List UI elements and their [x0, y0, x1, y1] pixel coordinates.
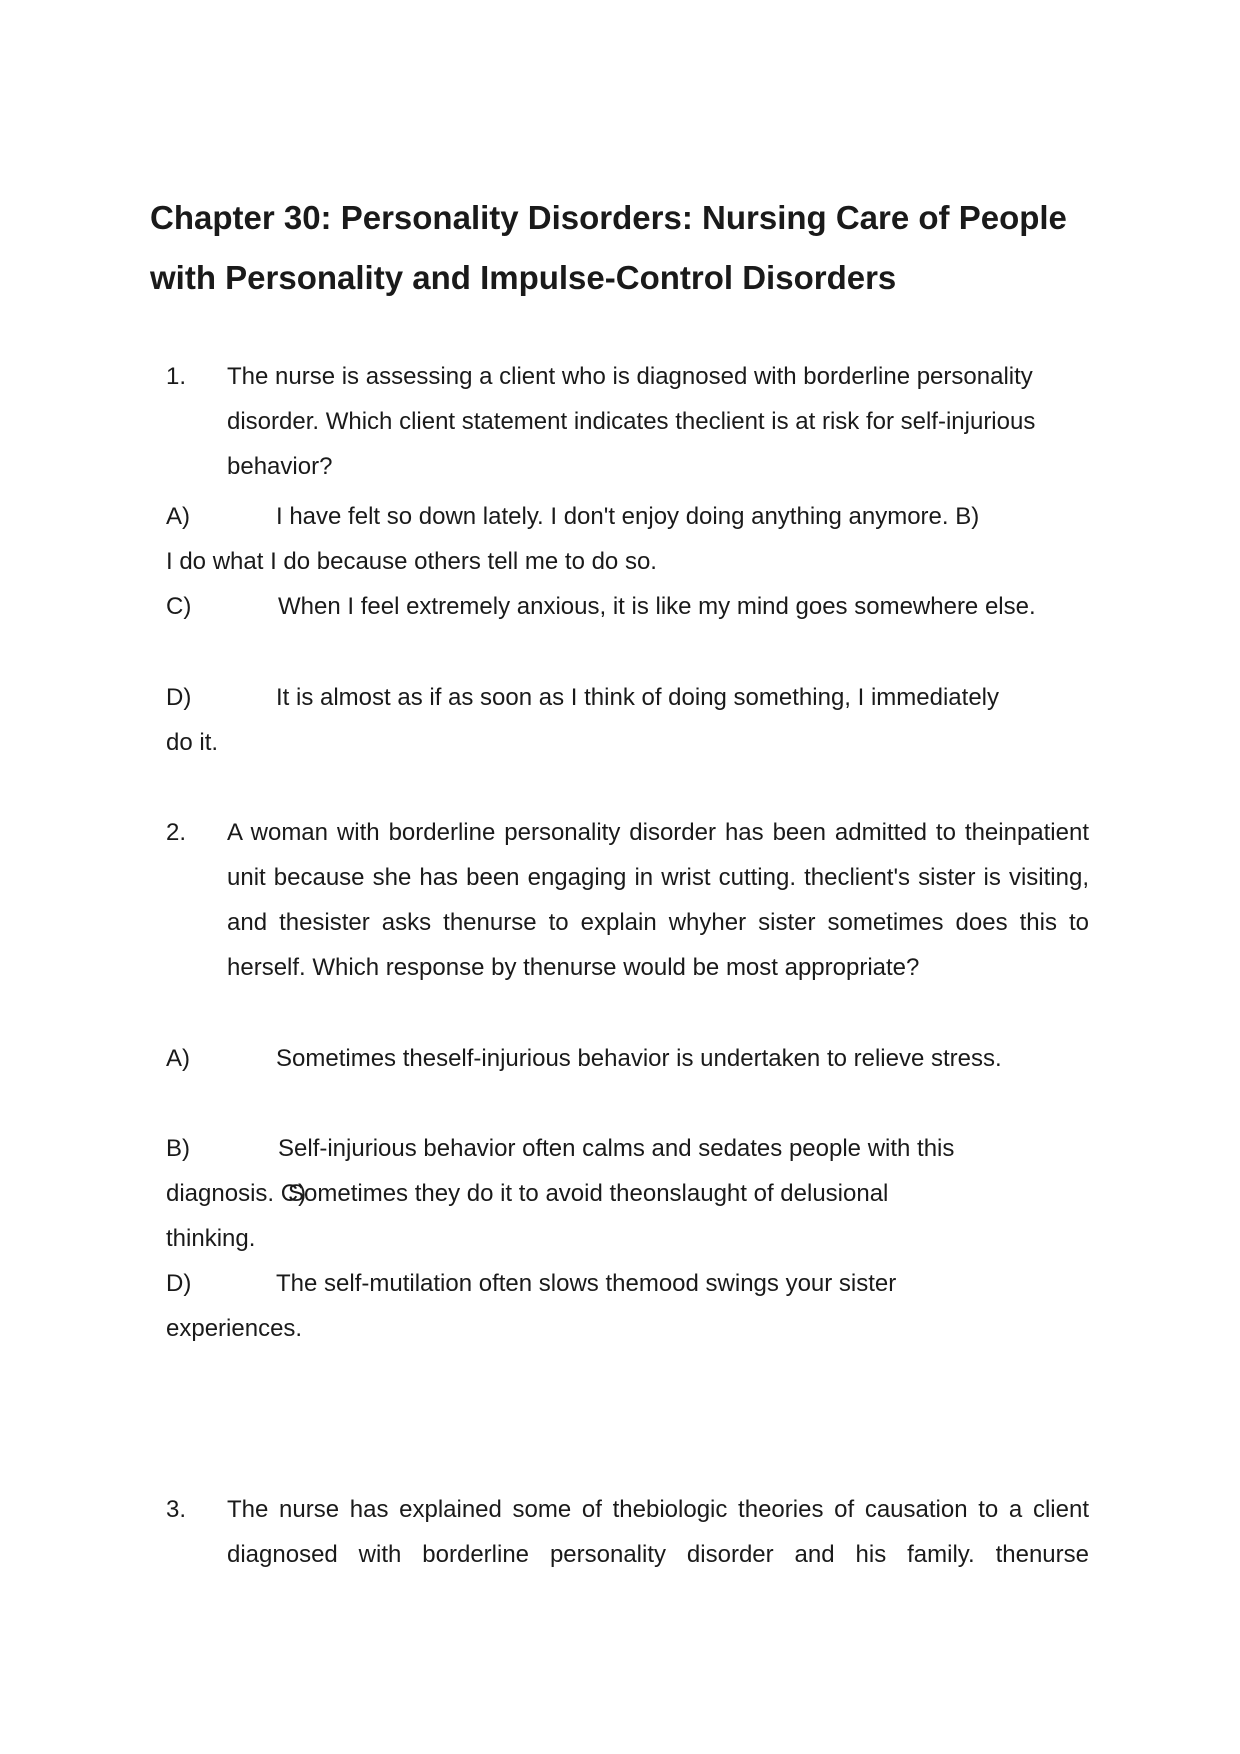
question-2-option-a [166, 1036, 1106, 1081]
question-2-option-d [166, 1261, 1106, 1306]
question-2-option-c [166, 1171, 888, 1216]
question-1-number: 1. [166, 363, 187, 390]
question-2-option-b [166, 1126, 1106, 1171]
question-2-number: 2. [166, 819, 187, 846]
chapter-title-line-2: with Personality and Impulse-Control Disorders [150, 259, 897, 296]
question-2-option-c-continued: thinking. [166, 1225, 256, 1252]
option-letter: A) [166, 503, 190, 530]
option-text: Sometimes they do it to avoid theonslaught of delusional [288, 1180, 889, 1207]
chapter-title-line-1: Chapter 30: Personality Disorders: Nursing Care of People [150, 199, 1067, 236]
option-text: When I feel extremely anxious, it is like my mind goes somewhere else. [278, 593, 1036, 620]
option-letter: A) [166, 1045, 190, 1072]
question-1-option-d [166, 675, 1106, 720]
question-2-option-d-continued: experiences. [166, 1315, 303, 1342]
question-1-stem: The nurse is assessing a client who is diagnosed with borderline personality disorder. Which client statement indicates theclient is at risk for self-injurious behavior? [227, 363, 1036, 480]
question-1-option-a [166, 494, 1106, 539]
question-1-option-b: I do what I do because others tell me to do so. [166, 548, 657, 575]
option-text: I have felt so down lately. I don't enjoy doing anything anymore. B) [276, 503, 980, 530]
option-letter: B) [166, 1135, 190, 1162]
option-text: Sometimes theself-injurious behavior is undertaken to relieve stress. [276, 1045, 1002, 1072]
question-3-number: 3. [166, 1496, 187, 1523]
option-letter: D) [166, 1270, 192, 1297]
question-1-option-c [166, 584, 1106, 629]
question-1-option-d-continued: do it. [166, 729, 219, 756]
question-3-stem: The nurse has explained some of thebiologic theories of causation to a client diagnosed with borderline personality disorder and his family. thenurse [227, 1496, 1089, 1568]
question-2-stem: A woman with borderline personality disorder has been admitted to theinpatient unit because she has been engaging in wrist cutting. theclient's sister is visiting, and thesister asks thenurse to explain whyher sister sometimes does this to herself. Which response by thenurse would be most appropriate? [227, 819, 1089, 981]
option-letter: D) [166, 684, 192, 711]
option-text: It is almost as if as soon as I think of doing something, I immediately [276, 684, 999, 711]
option-letter: C) [166, 593, 192, 620]
option-text: Self-injurious behavior often calms and sedates people with this [278, 1135, 955, 1162]
option-letter: diagnosis. C) [166, 1180, 307, 1207]
chapter-title [150, 188, 1110, 308]
option-text: The self-mutilation often slows themood swings your sister [276, 1270, 897, 1297]
